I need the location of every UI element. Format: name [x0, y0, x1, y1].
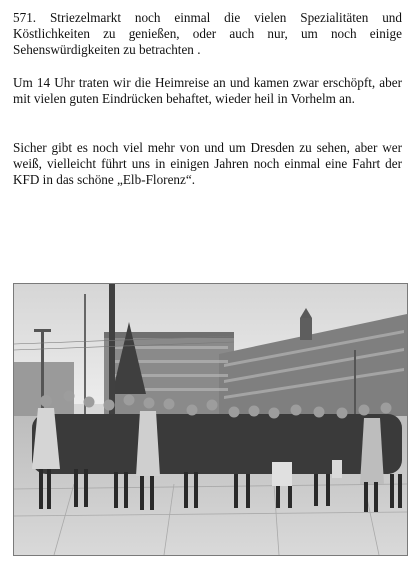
paragraph-striezelmarkt: 571. Striezelmarkt noch einmal die vielen Spezialitäten und Köstlichkeiten zu genießen, oder auch nur, um noch einige Sehenswürdigkeiten zu betrachten .	[13, 10, 402, 57]
paragraph-heimreise: Um 14 Uhr traten wir die Heimreise an und kamen zwar erschöpft, aber mit vielen guten Eindrücken behaftet, wieder heil in Vorhelm an.	[13, 75, 402, 106]
paragraph-elb-florenz: Sicher gibt es noch viel mehr von und um Dresden zu sehen, aber wer weiß, vielleicht führt uns in einigen Jahren noch einmal eine Fahrt der KFD in das schöne „Elb-Florenz“.	[13, 140, 402, 187]
group-photo-dresden	[13, 283, 408, 556]
